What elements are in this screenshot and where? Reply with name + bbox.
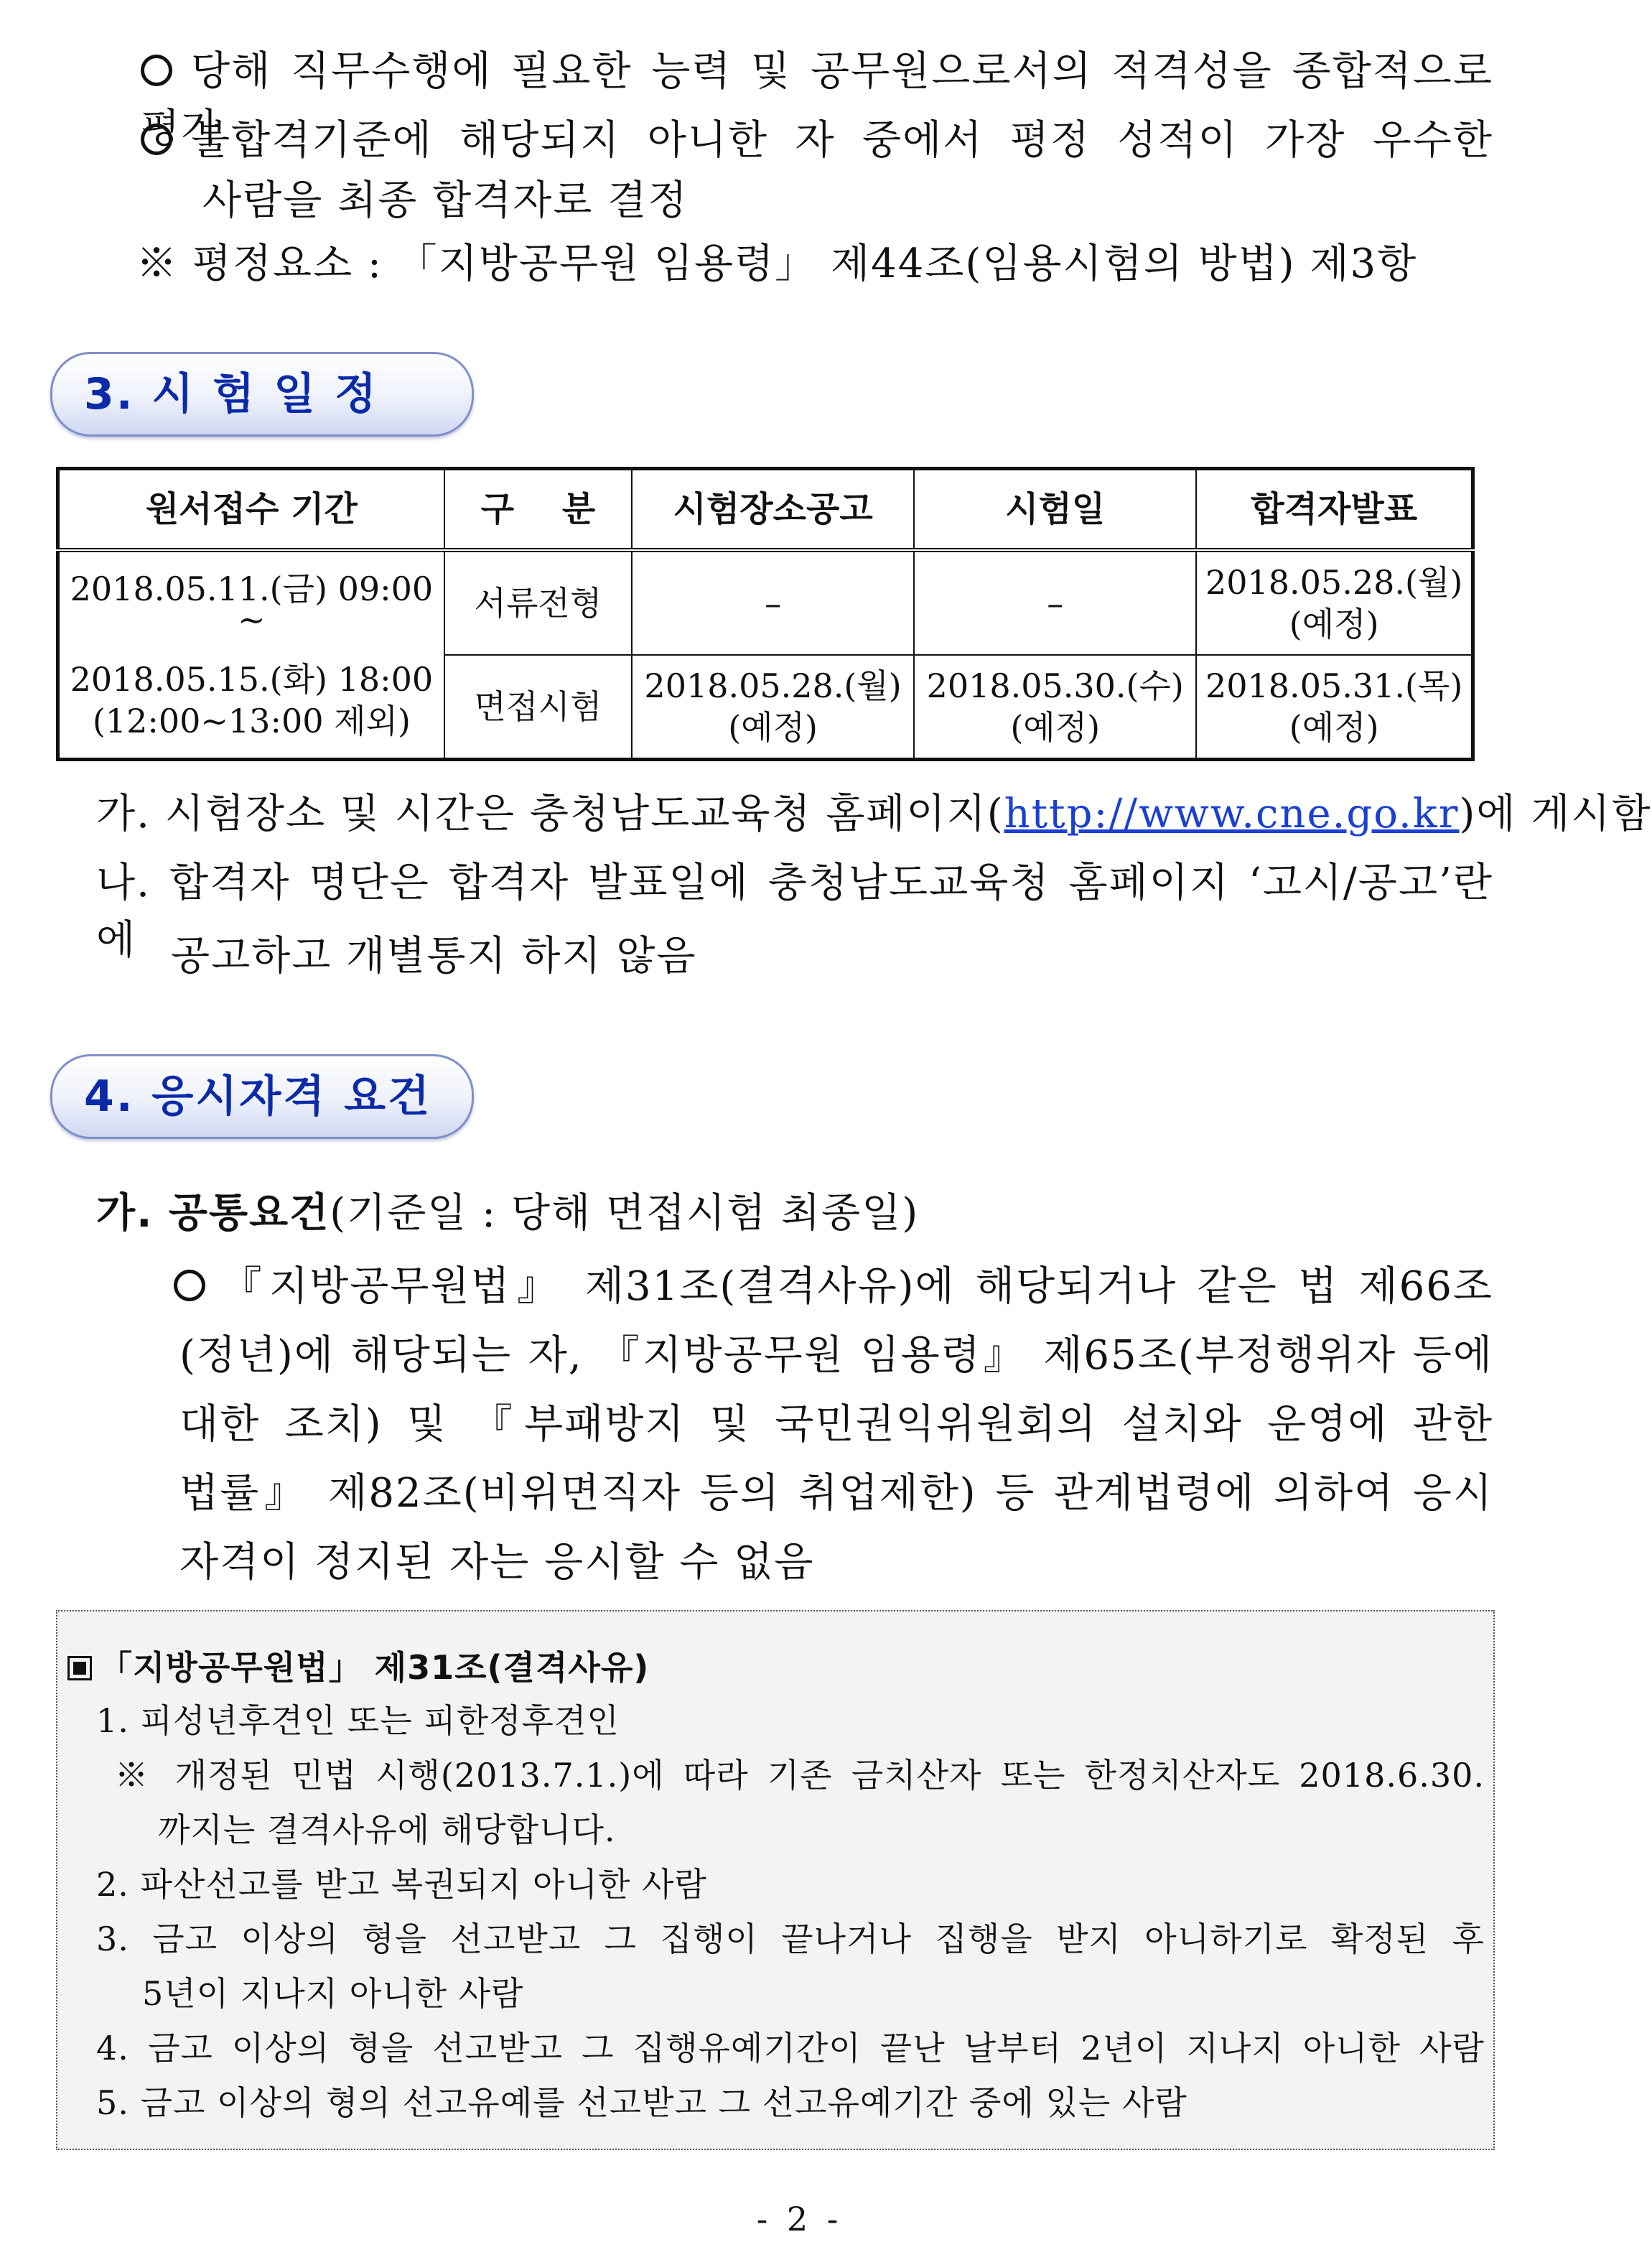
table-row: [58, 550, 1473, 655]
note-na-results: 나. 합격자 명단은 합격자 발표일에 충청남도교육청 홈페이지 ‘고시/공고’란에: [96, 860, 1493, 964]
requirements-paragraph-line-4: 법률』 제82조(비위면직자 등의 취업제한) 등 관계법령에 의하여 응시: [179, 1470, 1493, 1517]
disqualification-box: [56, 1610, 1495, 2150]
evaluation-factor-note: ※ 평정요소 : 「지방공무원 임용령」 제44조(임용시험의 방법) 제3항: [136, 241, 1418, 287]
bullet-evaluation: 당해 직무수행에 필요한 능력 및 공무원으로서의 적격성을 종합적으로 평가: [141, 48, 1493, 152]
exam-date-cell: 2018.05.30.(수) (예정): [914, 655, 1196, 760]
section-4-heading: 4. 응시자격 요건: [50, 1054, 474, 1139]
requirements-paragraph-line-1: 『지방공무원법』 제31조(결격사유)에 해당되거나 같은 법 제66조: [174, 1258, 1493, 1316]
cne-homepage-link[interactable]: http://www.cne.go.kr: [1004, 791, 1460, 837]
box-item-4: 4. 금고 이상의 형을 선고받고 그 집행유예기간이 끝난 날부터 2년이 지나지 아니한 사람: [96, 2029, 1485, 2067]
page-number: - 2 -: [756, 2200, 843, 2238]
circle-bullet-icon: [141, 124, 172, 155]
requirements-paragraph-line-5: 자격이 정지된 자는 응시할 수 없음: [179, 1539, 815, 1586]
venue-notice-cell: 2018.05.28.(월) (예정): [632, 655, 914, 760]
requirements-paragraph-line-3: 대한 조치) 및 『부패방지 및 국민권익위원회의 설치와 운영에 관한: [179, 1401, 1493, 1448]
box-item-5: 5. 금고 이상의 형의 선고유예를 선고받고 그 선고유예기간 중에 있는 사람: [96, 2083, 1187, 2122]
circle-bullet-icon: [174, 1270, 205, 1301]
circle-bullet-icon: [141, 55, 172, 86]
box-item-3-cont: 5년이 지나지 아니한 사람: [142, 1974, 524, 2013]
table-header-row: [58, 469, 1473, 551]
result-date-cell: 2018.05.28.(월) (예정): [1196, 550, 1473, 655]
reception-period-cell: 2018.05.11.(금) 09:00 ~ 2018.05.15.(화) 18:00 (12:00~13:00 제외): [58, 550, 444, 760]
box-item-1: 1. 피성년후견인 또는 피한정후견인: [96, 1701, 620, 1740]
box-title: 「지방공무원법」 제31조(결격사유): [67, 1645, 649, 1690]
header-result-announcement: 합격자발표: [1196, 469, 1473, 551]
box-item-3: 3. 금고 이상의 형을 선고받고 그 집행이 끝나거나 집행을 받지 아니하기로 확정된 후: [96, 1920, 1485, 1958]
header-reception-period: 원서접수 기간: [58, 469, 444, 551]
section-3-heading: 3. 시 험 일 정: [50, 352, 474, 437]
note-na-results-cont: 공고하고 개별통지 하지 않음: [171, 933, 697, 980]
note-ga-venue: 가. 시험장소 및 시간은 충청남도교육청 홈페이지(http://www.cne.go.kr)에 게시함: [96, 791, 1652, 837]
bullet-pass-criteria-cont: 사람을 최종 합격자로 결정: [202, 177, 689, 224]
category-cell: 서류전형: [444, 550, 632, 655]
requirements-paragraph-line-2: (정년)에 해당되는 자, 『지방공무원 임용령』 제65조(부정행위자 등에: [179, 1332, 1493, 1379]
category-cell: 면접시험: [444, 655, 632, 760]
common-requirements-heading: 가. 공통요건(기준일 : 당해 면접시험 최종일): [96, 1190, 920, 1237]
exam-schedule-table: [56, 467, 1475, 761]
box-item-2: 2. 파산선고를 받고 복권되지 아니한 사람: [96, 1865, 707, 1904]
box-note-cont: 까지는 결격사유에 해당합니다.: [158, 1810, 616, 1849]
header-exam-date: 시험일: [914, 469, 1196, 551]
header-category: 구 분: [444, 469, 632, 551]
header-venue-notice: 시험장소공고: [632, 469, 914, 551]
result-date-cell: 2018.05.31.(목) (예정): [1196, 655, 1473, 760]
square-bullet-icon: [67, 1656, 92, 1680]
bullet-pass-criteria: 불합격기준에 해당되지 아니한 자 중에서 평정 성적이 가장 우수한: [141, 112, 1493, 169]
exam-date-cell: –: [914, 550, 1196, 655]
box-note: ※ 개정된 민법 시행(2013.7.1.)에 따라 기존 금치산자 또는 한정치산자도 2018.6.30.: [115, 1756, 1485, 1795]
venue-notice-cell: –: [632, 550, 914, 655]
